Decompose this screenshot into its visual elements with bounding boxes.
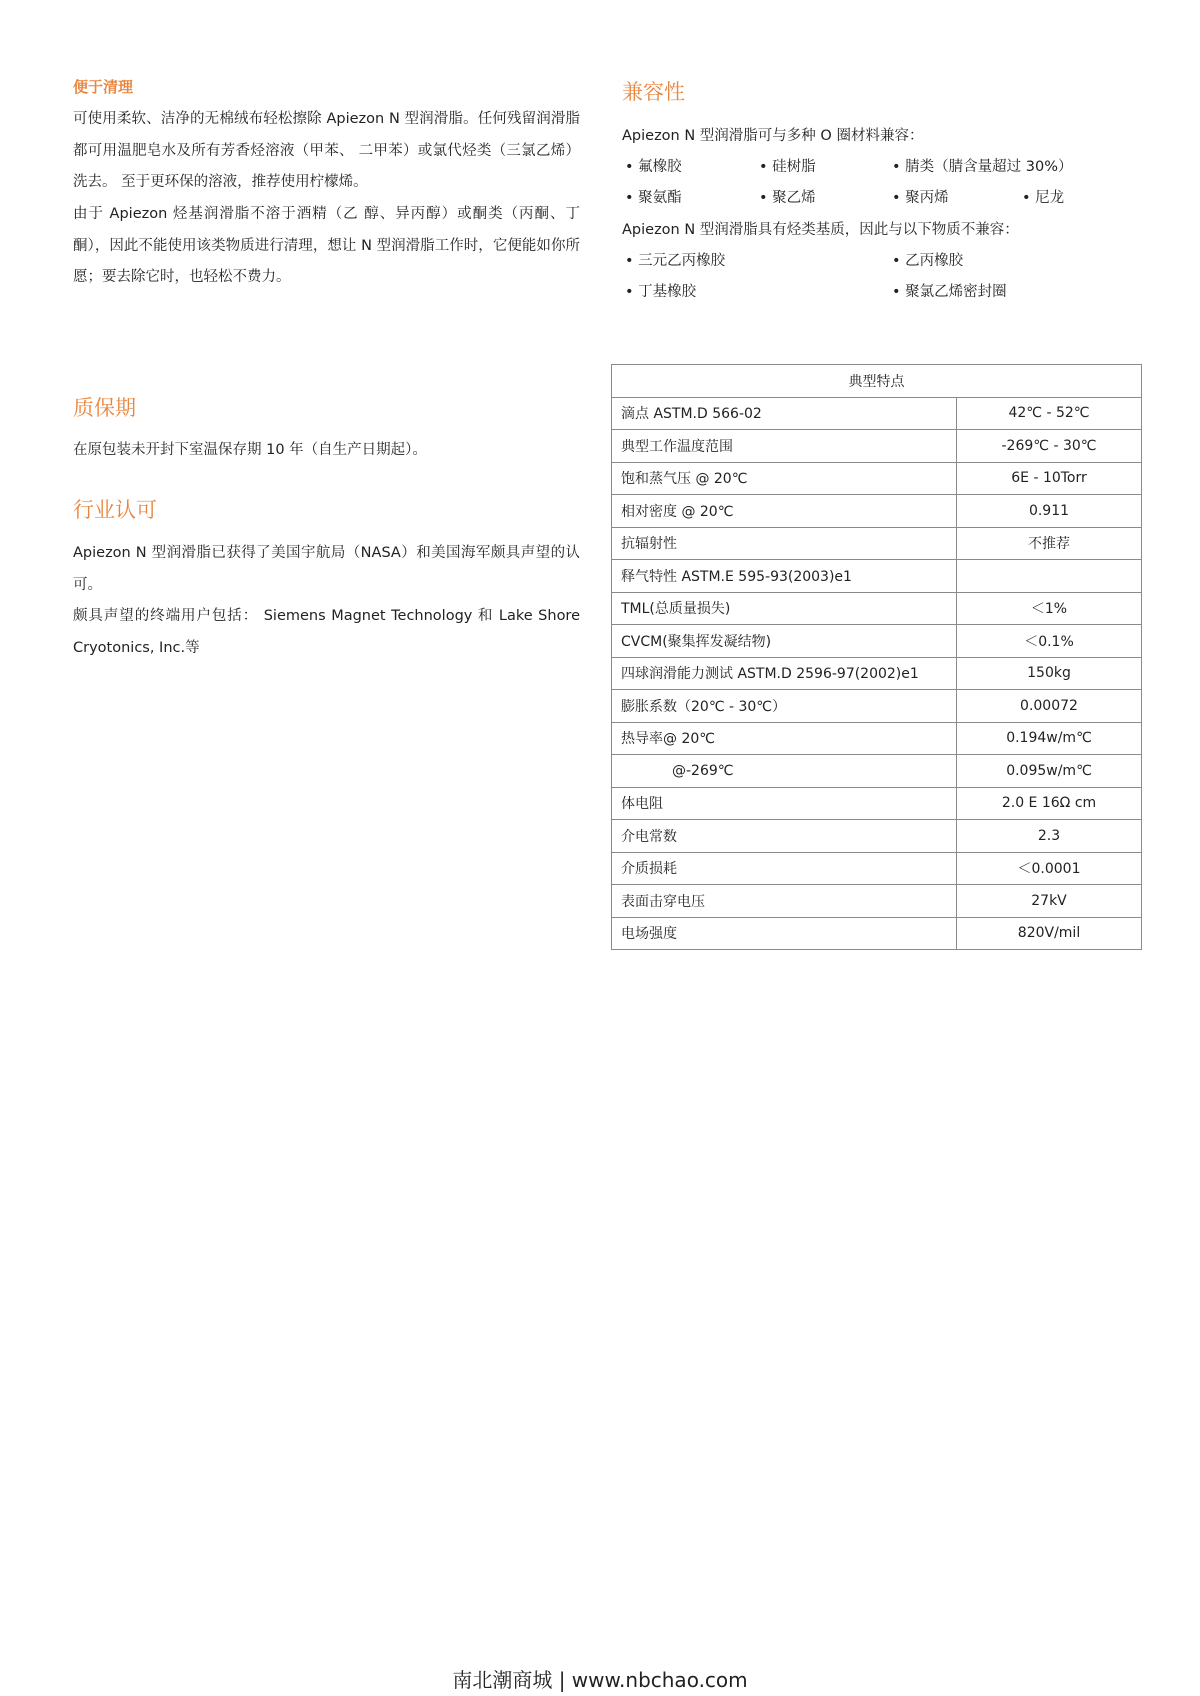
incompatible-item: • 三元乙丙橡胶	[625, 253, 726, 269]
property-label: 抗辐射性	[612, 527, 957, 560]
table-row	[612, 917, 1142, 950]
property-value: 27kV	[957, 885, 1142, 918]
property-value: ＜0.1%	[957, 625, 1142, 658]
footer-text: 南北潮商城 | www.nbchao.com	[452, 1668, 748, 1692]
incompatible-item: • 聚氯乙烯密封圈	[892, 284, 1007, 300]
property-value: 2.3	[957, 820, 1142, 853]
industry-heading: 行业认可	[73, 498, 157, 522]
property-label: 介质损耗	[612, 852, 957, 885]
table-row	[612, 560, 1142, 593]
property-label: CVCM(聚集挥发凝结物)	[612, 625, 957, 658]
compatibility-heading: 兼容性	[622, 80, 685, 104]
property-value: 0.194w/m℃	[957, 722, 1142, 755]
property-label: 膨胀系数（20℃ - 30℃）	[612, 690, 957, 723]
incompatible-item: • 乙丙橡胶	[892, 253, 964, 269]
table-header-row	[612, 365, 1142, 398]
property-value: 2.0 E 16Ω cm	[957, 787, 1142, 820]
table-row	[612, 592, 1142, 625]
property-label: 热导率@ 20℃	[612, 722, 957, 755]
table-row	[612, 755, 1142, 788]
compatible-item: • 尼龙	[1022, 190, 1065, 206]
property-value: 820V/mil	[957, 917, 1142, 950]
table-row	[612, 430, 1142, 463]
compatible-item: • 腈类（腈含量超过 30%）	[892, 159, 1073, 175]
property-label: 滴点 ASTM.D 566-02	[612, 397, 957, 430]
table-row	[612, 690, 1142, 723]
industry-text-2: 颇具声望的终端用户包括： Siemens Magnet Technology 和 Lake Shore Cryotonics, Inc.等	[73, 608, 580, 656]
property-label: 典型工作温度范围	[612, 430, 957, 463]
property-value: ＜1%	[957, 592, 1142, 625]
cleaning-heading: 便于清理	[73, 78, 134, 96]
property-label: 表面击穿电压	[612, 885, 957, 918]
property-value: ＜0.0001	[957, 852, 1142, 885]
table-row	[612, 787, 1142, 820]
compatible-item: • 氟橡胶	[625, 159, 682, 175]
compatible-item: • 聚丙烯	[892, 190, 949, 206]
property-label: 介电常数	[612, 820, 957, 853]
property-label: 相对密度 @ 20℃	[612, 495, 957, 528]
cleaning-paragraph-2: 由于 Apiezon 烃基润滑脂不溶于酒精（乙 醇、异丙醇）或酮类（丙酮、丁酮），因此不能使用该类物质进行清理，想让 N 型润滑脂工作时，它便能如你所愿；要去除它时，也轻松不费力。	[73, 206, 580, 285]
incompatible-intro: Apiezon N 型润滑脂具有烃类基质，因此与以下物质不兼容：	[622, 222, 1019, 238]
properties-table	[611, 364, 1142, 950]
table-row	[612, 625, 1142, 658]
compatibility-intro: Apiezon N 型润滑脂可与多种 O 圈材料兼容：	[622, 128, 924, 144]
industry-text-1: Apiezon N 型润滑脂已获得了美国宇航局（NASA）和美国海军颇具声望的认可。	[73, 545, 580, 593]
property-value: 42℃ - 52℃	[957, 397, 1142, 430]
table-row	[612, 462, 1142, 495]
incompatible-item: • 丁基橡胶	[625, 284, 697, 300]
property-value: -269℃ - 30℃	[957, 430, 1142, 463]
shelf-life-text: 在原包装未开封下室温保存期 10 年（自生产日期起）。	[73, 442, 427, 458]
property-label: TML(总质量损失)	[612, 592, 957, 625]
table-row	[612, 885, 1142, 918]
property-label: 饱和蒸气压 @ 20℃	[612, 462, 957, 495]
table-row	[612, 722, 1142, 755]
property-label: 体电阻	[612, 787, 957, 820]
table-row	[612, 527, 1142, 560]
property-label: 四球润滑能力测试 ASTM.D 2596-97(2002)e1	[612, 657, 957, 690]
property-value: 0.00072	[957, 690, 1142, 723]
property-label: 电场强度	[612, 917, 957, 950]
property-value: 150kg	[957, 657, 1142, 690]
table-row	[612, 852, 1142, 885]
property-value: 不推荐	[957, 527, 1142, 560]
table-row	[612, 657, 1142, 690]
cleaning-paragraph-1: 可使用柔软、洁净的无棉绒布轻松擦除 Apiezon N 型润滑脂。任何残留润滑脂都可用温肥皂水及所有芳香烃溶液（甲苯、 二甲苯）或氯代烃类（三氯乙烯）洗去。 至于更环保的溶液，推荐使用柠檬烯。	[73, 111, 580, 190]
property-label: 释气特性 ASTM.E 595-93(2003)e1	[612, 560, 957, 593]
compatible-item: • 聚氨酯	[625, 190, 682, 206]
property-label: @-269℃	[612, 755, 957, 788]
property-value: 6E - 10Torr	[957, 462, 1142, 495]
compatible-item: • 聚乙烯	[759, 190, 816, 206]
shelf-life-heading: 质保期	[73, 396, 136, 420]
table-row	[612, 495, 1142, 528]
property-value	[957, 560, 1142, 593]
compatible-item: • 硅树脂	[759, 159, 816, 175]
table-row	[612, 397, 1142, 430]
table-title: 典型特点	[612, 365, 1142, 398]
property-value: 0.095w/m℃	[957, 755, 1142, 788]
property-value: 0.911	[957, 495, 1142, 528]
table-row	[612, 820, 1142, 853]
